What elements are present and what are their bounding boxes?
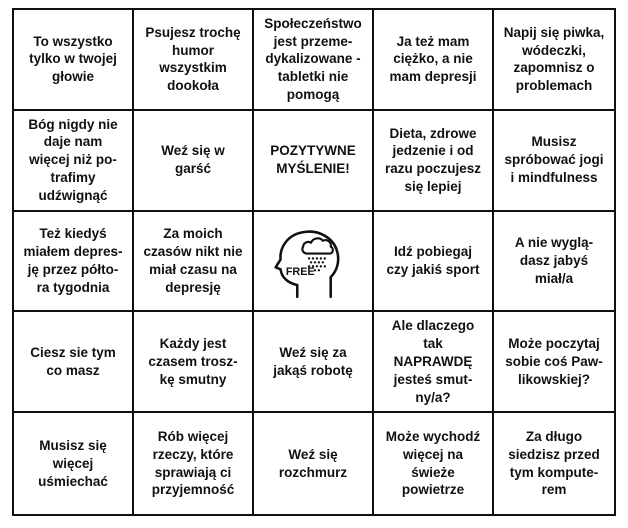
cell-text: Ciesz sie tym co masz	[30, 344, 116, 378]
bingo-cell	[14, 111, 134, 212]
cell-text: Ja też mam ciężko, a nie mam depresji	[389, 33, 477, 85]
bingo-cell	[14, 312, 134, 413]
bingo-cell	[494, 312, 614, 413]
cell-text: Każdy jest czasem trosz- kę smutny	[148, 336, 238, 387]
bingo-cell	[494, 111, 614, 212]
bingo-cell	[134, 212, 254, 313]
bingo-cell	[494, 413, 614, 514]
cell-text: Za długo siedzisz przed tym kompute- rem	[508, 428, 600, 498]
cell-text: To wszystko tylko w twojej głowie	[29, 33, 117, 85]
cell-text: Też kiedyś miałem depres- ję przez półto- ra tygodnia	[23, 226, 123, 295]
cell-text: POZYTYWNE MYŚLENIE!	[270, 143, 356, 177]
cell-text: Dieta, zdrowe jedzenie i od razu poczujesz się lepiej	[384, 125, 482, 194]
cell-text: Idź pobiegaj czy jakiś sport	[386, 244, 480, 277]
cell-text: A nie wyglą- dasz jabyś miał/a	[514, 235, 594, 286]
cell-text: Rób więcej rzeczy, które sprawiają ci przyjemność	[151, 428, 235, 498]
bingo-cell	[254, 111, 374, 212]
cell-text: Ale dlaczego tak NAPRAWDĘ jesteś smut- ny/a?	[391, 318, 475, 405]
bingo-card	[12, 8, 616, 516]
bingo-cell	[494, 212, 614, 313]
cell-text: Napij się piwka, wódeczki, zapomnisz o problemach	[503, 24, 605, 94]
cell-text: Może poczytaj sobie coś Paw- likowskiej?	[505, 336, 603, 387]
bingo-cell	[14, 10, 134, 111]
cell-text: Weź się za jakąś robotę	[273, 344, 353, 378]
bingo-cell	[14, 413, 134, 514]
bingo-cell	[374, 10, 494, 111]
bingo-cell	[134, 312, 254, 413]
bingo-cell	[134, 111, 254, 212]
cell-text: Weź się rozchmurz	[278, 446, 348, 480]
bingo-cell	[374, 413, 494, 514]
cell-text: Może wychodź więcej na świeże powietrze	[385, 428, 481, 498]
cell-text: Za moich czasów nikt nie miał czasu na depresję	[143, 226, 243, 295]
head-with-raincloud-icon	[254, 212, 372, 311]
free-space-cell	[254, 212, 374, 313]
bingo-cell	[374, 111, 494, 212]
cell-text: Weź się w garść	[161, 143, 225, 177]
cell-text: Musisz spróbować jogi i mindfulness	[504, 134, 604, 186]
cell-text: Bóg nigdy nie daje nam więcej niż po- trafimy udźwignąć	[28, 116, 118, 203]
bingo-cell	[494, 10, 614, 111]
free-label: FREE	[285, 265, 315, 278]
bingo-cell	[374, 212, 494, 313]
bingo-cell	[254, 312, 374, 413]
bingo-cell	[14, 212, 134, 313]
cell-text: Psujesz trochę humor wszystkim dookoła	[145, 24, 241, 94]
bingo-cell	[134, 10, 254, 111]
cell-text: Musisz się więcej uśmiechać	[38, 437, 108, 489]
bingo-cell	[254, 10, 374, 111]
bingo-cell	[374, 312, 494, 413]
bingo-cell	[134, 413, 254, 514]
cell-text: Społeczeństwo jest przeme- dykalizowane - tabletki nie pomogą	[264, 15, 362, 103]
bingo-cell	[254, 413, 374, 514]
